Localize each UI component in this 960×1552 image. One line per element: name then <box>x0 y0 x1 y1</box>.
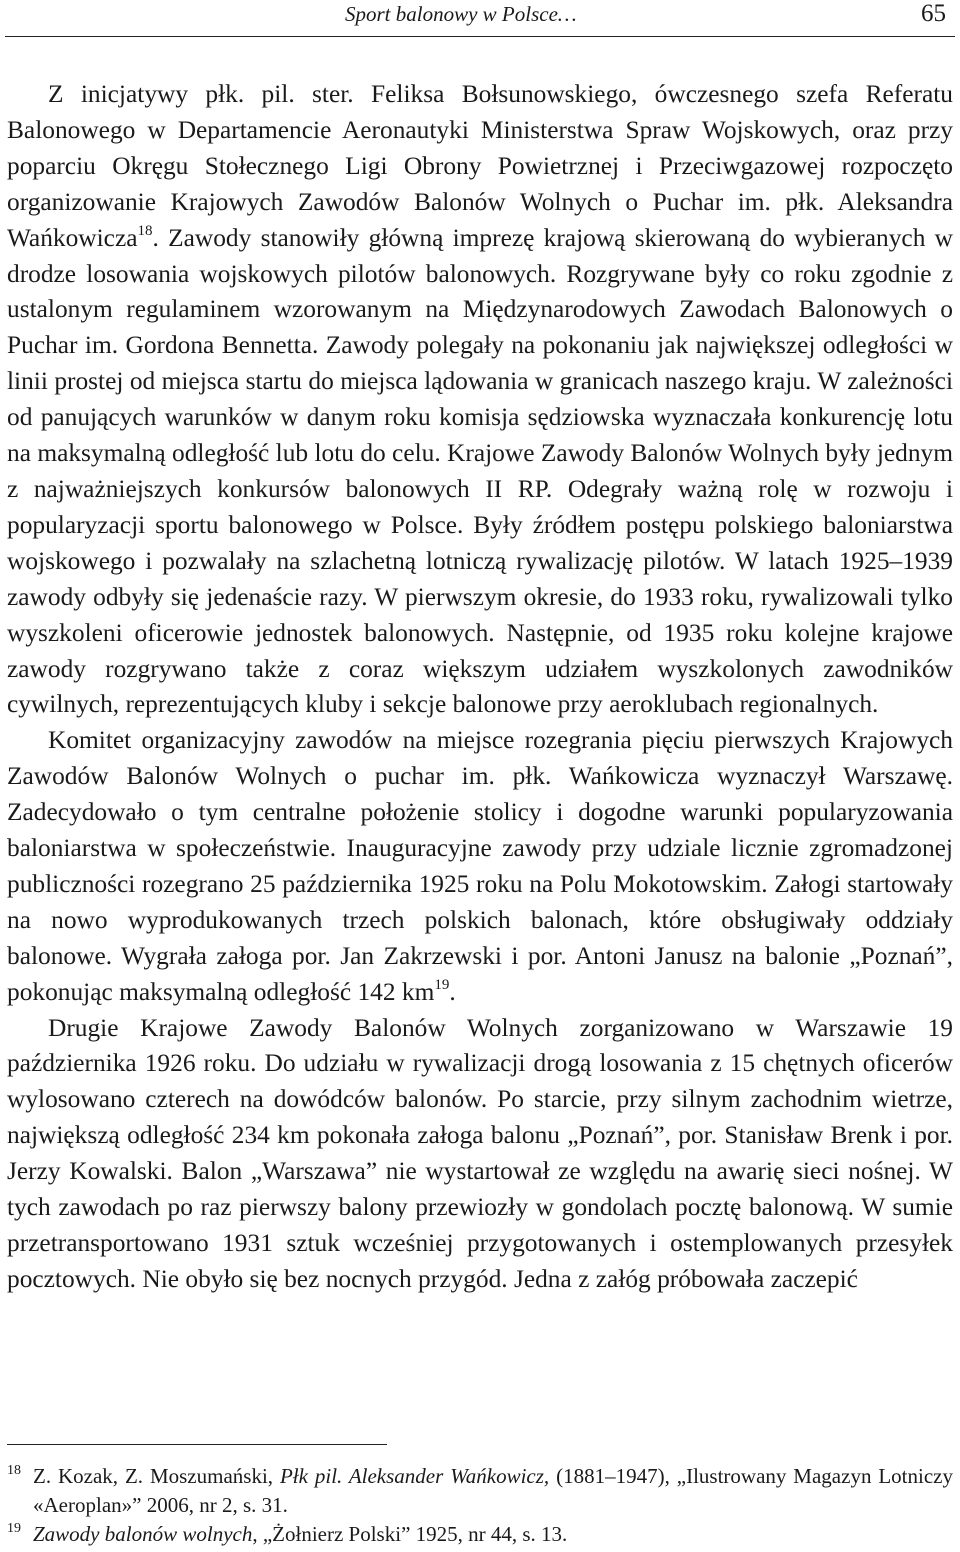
footnote-ref-18[interactable]: 18 <box>137 222 153 239</box>
footnote-title: Zawody balonów wolnych <box>33 1522 253 1546</box>
main-text <box>7 77 953 1298</box>
footnote-title: Płk pil. Aleksander Wańkowicz, <box>279 1464 550 1488</box>
footnote-number: 18 <box>7 1463 21 1478</box>
running-header <box>0 0 960 38</box>
footnote-19 <box>7 1520 953 1549</box>
paragraph-1-text-a: Z inicjatywy płk. pil. ster. Feliksa Bołsunowskiego, ówczesnego szefa Referatu Balonowego w Departamencie Aeronautyki Ministerstwa Spraw Wojskowych, oraz przy poparciu Okręgu Stołecznego Ligi Obrony Powietrznej i Przeciwgazowej rozpoczęto organizowanie Krajowych Zawodów Balonów Wolnych o Puchar im. płk. Aleksandra Wańkowicza <box>7 80 953 252</box>
footnote-author: Z. Kozak, Z. Moszumański, <box>33 1464 280 1488</box>
paragraph-1 <box>7 77 953 723</box>
running-title: Sport balonowy w Polsce… <box>345 2 577 26</box>
footnotes <box>7 1462 953 1549</box>
paragraph-2 <box>7 723 953 1010</box>
footnote-rule <box>7 1444 387 1445</box>
paragraph-3: Drugie Krajowe Zawody Balonów Wolnych zorganizowano w Warszawie 19 października 1926 roku. Do udziału w rywalizacji drogą losowania z 15 chętnych oficerów wylosowano czterech na dowódców balonów. Po starcie, przy silnym zachodnim wietrze, największą odległość 234 km pokonała załoga balonu „Poznań”, por. Stanisław Brenk i por. Jerzy Kowalski. Balon „Warszawa” nie wystartował ze względu na awarię sieci nośnej. W tych zawodach po raz pierwszy balony przewiozły w gondolach pocztę balonową. W sumie przetransportowano 1931 sztuk wcześniej przygotowanych i ostemplowanych przesyłek pocztowych. Nie obyło się bez nocnych przygód. Jedna z załóg próbowała zaczepić <box>7 1013 953 1293</box>
page-number: 65 <box>921 0 946 27</box>
footnote-18 <box>7 1462 953 1520</box>
footnote-source: , „Żołnierz Polski” 1925, nr 44, s. 13. <box>252 1522 568 1546</box>
paragraph-2-text-b: . <box>449 977 456 1006</box>
paragraph-1-text-b: . Zawody stanowiły główną imprezę krajową skierowaną do wybieranych w drodze losowania wojskowych pilotów balonowych. Rozgrywane były co roku zgodnie z ustalonym regulaminem wzorowanym na Międzynarodowych Zawodach Balonowych o Puchar im. Gordona Bennetta. Zawody polegały na pokonaniu jak największej odległości w linii prostej od miejsca startu do miejsca lądowania w granicach naszego kraju. W zależności od panujących warunków w danym roku komisja sędziowska wyznaczała konkurencję lotu na maksymalną odległość lub lotu do celu. Krajowe Zawody Balonów Wolnych były jednym z najważniejszych konkursów balonowych II RP. Odegrały ważną rolę w rozwoju i popularyzacji sportu balonowego w Polsce. Były źródłem postępu polskiego baloniarstwa wojskowego i pozwalały na szlachetną lotniczą rywalizację pilotów. W latach 1925–1939 zawody odbyły się jedenaście razy. W pierwszym okresie, do 1933 roku, rywalizowali tylko wyszkoleni oficerowie jednostek balonowych. Następnie, od 1935 roku kolejne krajowe zawody rozgrywano także z coraz większym udziałem wyszkolonych zawodników cywilnych, reprezentujących kluby i sekcje balonowe przy aeroklubach regionalnych. <box>7 223 953 719</box>
footnote-number: 19 <box>7 1521 21 1536</box>
footnote-source: (1881–1947), „Ilustrowany Magazyn Lotniczy «Aeroplan»” 2006, nr 2, s. 31. <box>33 1464 953 1517</box>
header-rule <box>5 36 955 37</box>
paragraph-2-text-a: Komitet organizacyjny zawodów na miejsce rozegrania pięciu pierwszych Krajowych Zawodów Balonów Wolnych o puchar im. płk. Wańkowicza wyznaczył Warszawę. Zadecydowało o tym centralne położenie stolicy i dogodne warunki popularyzowania baloniarstwa w społeczeństwie. Inauguracyjne zawody przy udziale licznie zgromadzonej publiczności rozegrano 25 października 1925 roku na Polu Mokotowskim. Załogi startowały na nowo wyprodukowanych trzech polskich balonach, które obsługiwały oddziały balonowe. Wygrała załoga por. Jan Zakrzewski i por. Antoni Janusz na balonie „Poznań”, pokonując maksymalną odległość 142 km <box>7 726 953 1006</box>
footnote-ref-19[interactable]: 19 <box>434 976 450 993</box>
